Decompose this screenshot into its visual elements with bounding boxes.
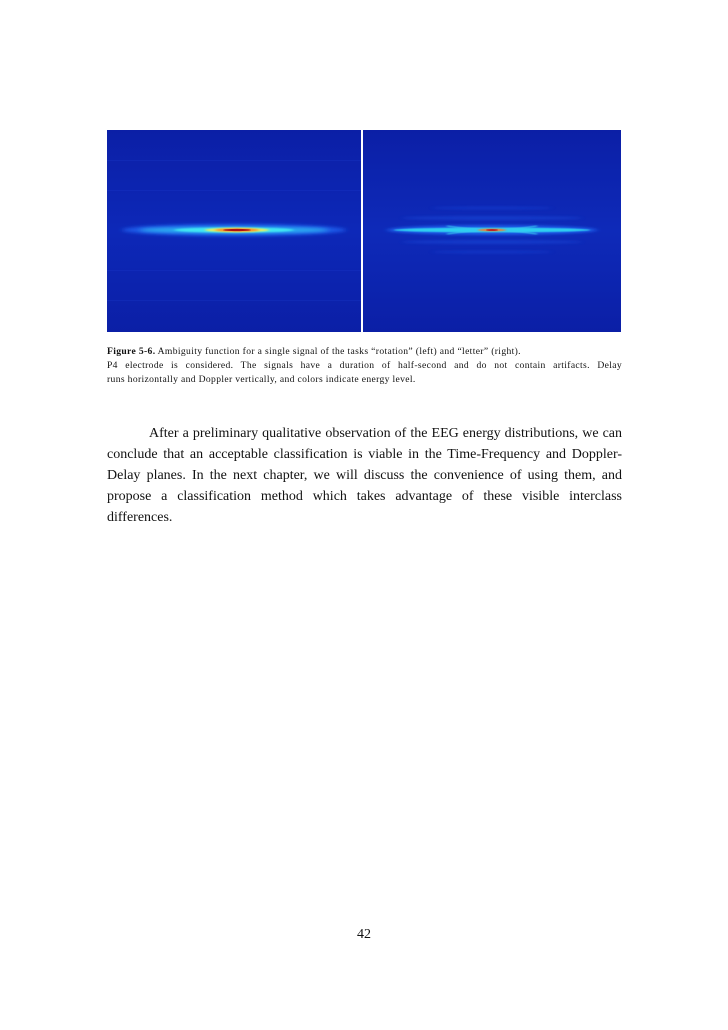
body-paragraph <box>107 423 622 528</box>
caption-line-2: P4 electrode is considered. The signals have a duration of half-second and do not contain artifacts. Delay <box>107 360 622 371</box>
caption-line-1 <box>107 345 622 359</box>
figure-caption <box>107 345 622 387</box>
body-paragraph-text: After a preliminary qualitative observation of the EEG energy distributions, we can conclude that an acceptable classification is viable in the Time-Frequency and Doppler-Delay planes. In the next chapter, we will discuss the convenience of using them, and propose a classification method which takes advantage of these visible interclass differences. <box>107 426 622 525</box>
ambiguity-plot-letter <box>363 130 621 332</box>
figure-5-6 <box>107 130 621 332</box>
ambiguity-plot-rotation <box>107 130 361 332</box>
figure-label: Figure 5-6. <box>107 346 156 357</box>
caption-line-3: runs horizontally and Doppler vertically, and colors indicate energy level. <box>107 374 416 385</box>
page-number: 42 <box>357 927 371 942</box>
caption-text-1: Ambiguity function for a single signal of the tasks “rotation” (left) and “letter” (right). <box>157 346 521 357</box>
